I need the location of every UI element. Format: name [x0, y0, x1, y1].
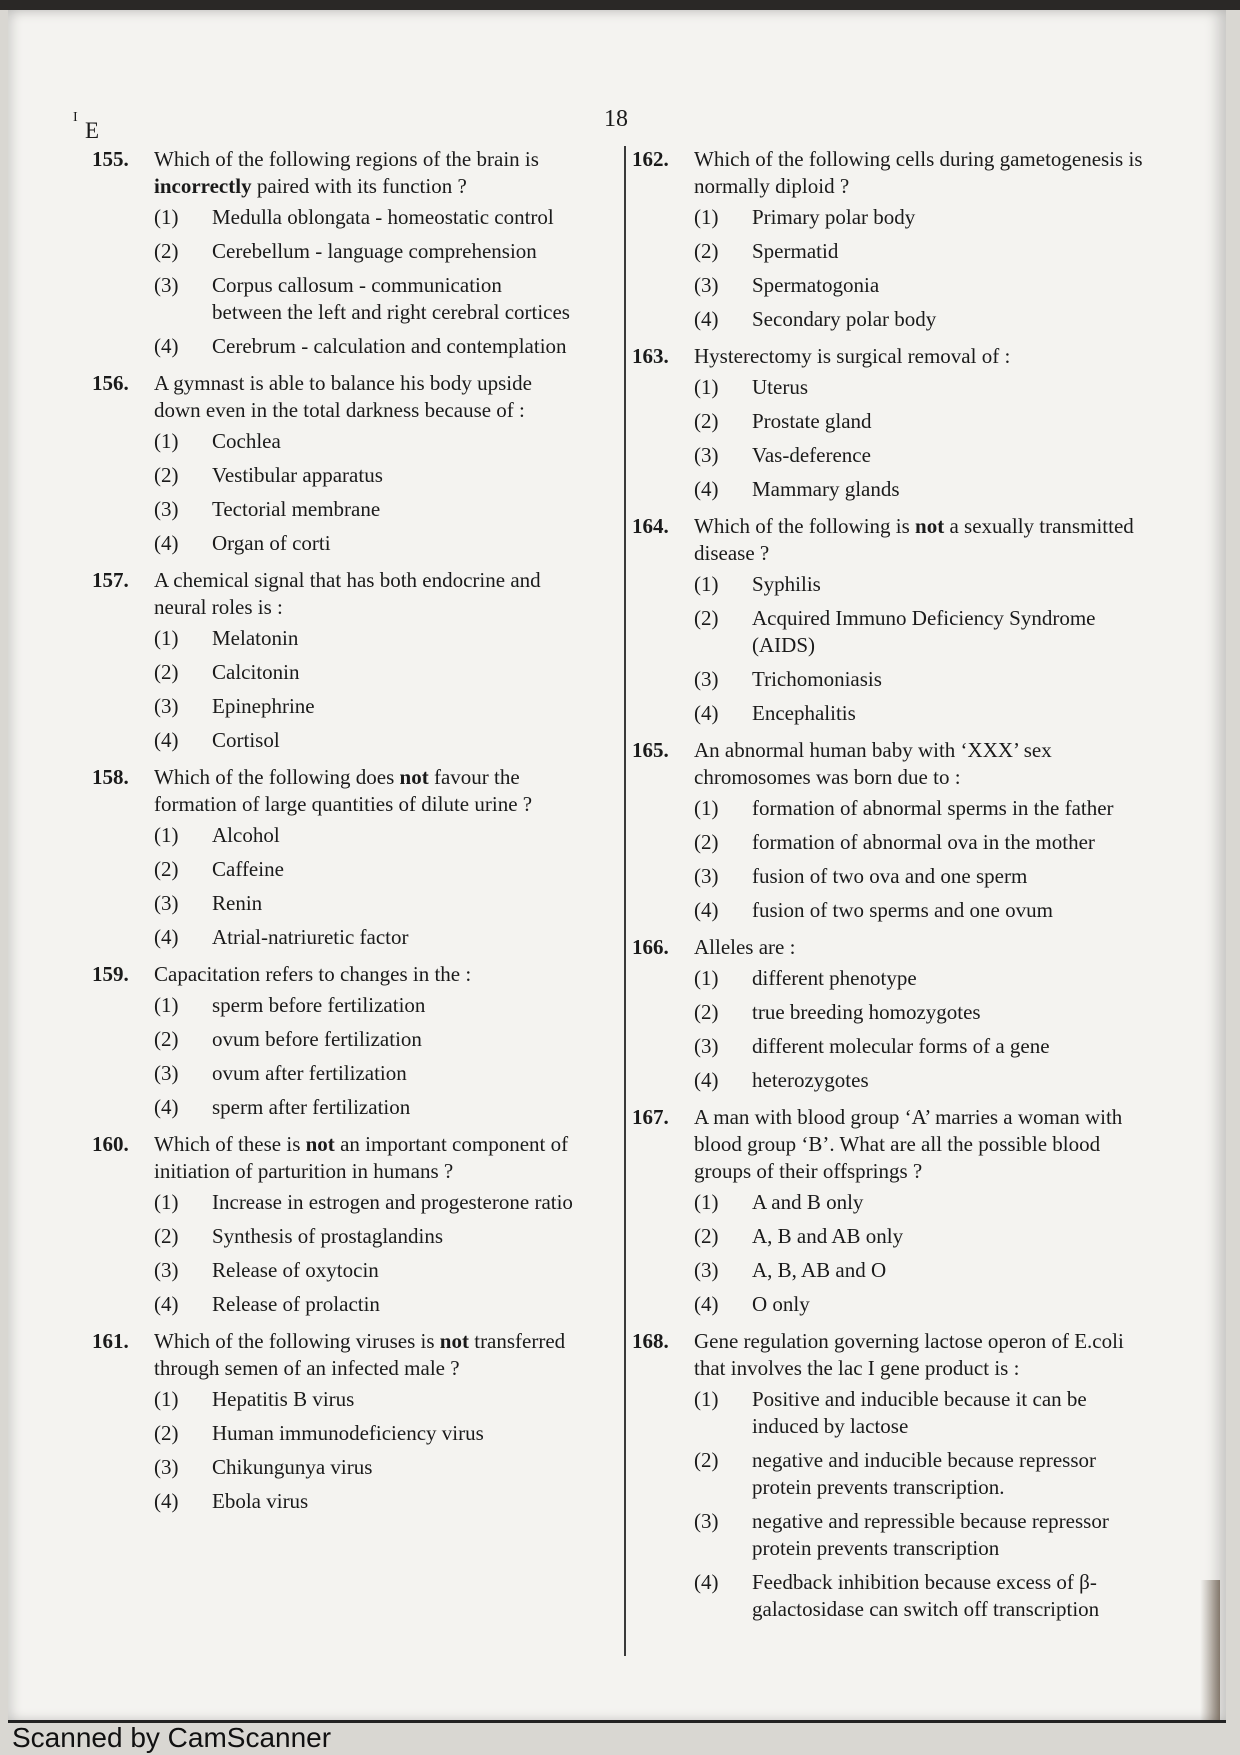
question-stem [632, 934, 1157, 961]
question-text-bold: not [399, 765, 429, 789]
option-text: fusion of two ova and one sperm [752, 864, 1028, 888]
option-text: Release of prolactin [212, 1292, 380, 1316]
option-number: (3) [154, 497, 179, 521]
question-168 [632, 1328, 1157, 1623]
option-text: Encephalitis [752, 701, 856, 725]
option-item [154, 1026, 577, 1053]
question-157 [92, 567, 577, 754]
option-item [694, 442, 1157, 469]
option-number: (4) [694, 307, 719, 331]
question-163 [632, 343, 1157, 503]
option-number: (2) [154, 857, 179, 881]
option-text: different phenotype [752, 966, 917, 990]
option-text: Syphilis [752, 572, 821, 596]
option-item [154, 659, 577, 686]
option-text: Acquired Immuno Deficiency Syndrome (AIDS) [752, 606, 1096, 657]
option-item [694, 700, 1157, 727]
question-text [154, 146, 577, 200]
option-number: (3) [154, 273, 179, 297]
option-item [694, 571, 1157, 598]
option-number: (2) [694, 1224, 719, 1248]
option-item [694, 1033, 1157, 1060]
option-number: (1) [694, 1190, 719, 1214]
option-number: (1) [154, 1190, 179, 1214]
option-number: (2) [154, 1027, 179, 1051]
option-number: (4) [694, 1068, 719, 1092]
question-text-pre: Capacitation refers to changes in the : [154, 962, 472, 986]
option-item [154, 727, 577, 754]
option-item [154, 530, 577, 557]
question-number: 157. [92, 568, 129, 592]
question-text [154, 1328, 577, 1382]
option-item [154, 1291, 577, 1318]
option-text: Chikungunya virus [212, 1455, 373, 1479]
question-text-bold: not [439, 1329, 469, 1353]
option-number: (3) [694, 667, 719, 691]
page-edge-shadow [1200, 1580, 1220, 1720]
option-text: Melatonin [212, 626, 299, 650]
option-item [694, 1447, 1157, 1501]
option-item [694, 999, 1157, 1026]
question-text-pre: Gene regulation governing lactose operon of E.coli that involves the lac I gene product is : [694, 1329, 1124, 1380]
option-number: (1) [694, 1387, 719, 1411]
option-item [694, 1569, 1157, 1623]
question-number: 162. [632, 147, 669, 171]
option-number: (1) [154, 626, 179, 650]
option-list [154, 1189, 577, 1318]
question-text [154, 370, 577, 424]
left-column [92, 146, 577, 1525]
option-number: (3) [694, 1509, 719, 1533]
question-text-pre: An abnormal human baby with ‘XXX’ sex chromosomes was born due to : [694, 738, 1052, 789]
option-item [154, 1094, 577, 1121]
question-text [694, 343, 1157, 370]
option-number: (2) [154, 1224, 179, 1248]
option-list [154, 428, 577, 557]
option-text: Atrial-natriuretic factor [212, 925, 409, 949]
option-item [694, 1257, 1157, 1284]
question-stem [632, 513, 1157, 567]
option-item [694, 666, 1157, 693]
option-item [694, 795, 1157, 822]
option-text: formation of abnormal ova in the mother [752, 830, 1095, 854]
option-text: formation of abnormal sperms in the father [752, 796, 1114, 820]
option-number: (1) [154, 205, 179, 229]
option-number: (2) [694, 830, 719, 854]
option-item [154, 1060, 577, 1087]
option-number: (4) [694, 1570, 719, 1594]
option-text: Epinephrine [212, 694, 315, 718]
option-text: Positive and inducible because it can be induced by lactose [752, 1387, 1087, 1438]
option-text: Feedback inhibition because excess of β-galactosidase can switch off transcription [752, 1570, 1100, 1621]
option-item [154, 822, 577, 849]
option-item [154, 496, 577, 523]
option-text: A, B, AB and O [752, 1258, 887, 1282]
option-text: Corpus callosum - communication between the left and right cerebral cortices [212, 273, 570, 324]
option-text: Primary polar body [752, 205, 916, 229]
question-text-pre: Which of these is [154, 1132, 306, 1156]
question-text-post: transferred through semen of an infected male ? [154, 1329, 566, 1380]
option-item [154, 693, 577, 720]
question-text [154, 567, 577, 621]
option-text: Ebola virus [212, 1489, 309, 1513]
question-text-pre: A man with blood group ‘A’ marries a woman with blood group ‘B’. What are all the possible blood groups of their offsprings ? [694, 1105, 1123, 1183]
option-number: (3) [694, 273, 719, 297]
option-number: (1) [694, 966, 719, 990]
option-number: (1) [154, 1387, 179, 1411]
question-text-post: a sexually transmitted disease ? [694, 514, 1134, 565]
question-text [694, 1104, 1157, 1185]
question-167 [632, 1104, 1157, 1318]
option-text: O only [752, 1292, 810, 1316]
option-text: Caffeine [212, 857, 284, 881]
option-number: (4) [694, 1292, 719, 1316]
option-text: Synthesis of prostaglandins [212, 1224, 443, 1248]
question-stem [632, 737, 1157, 791]
question-text-bold: incorrectly [154, 174, 252, 198]
question-text-post: paired with its function ? [251, 174, 467, 198]
option-item [694, 1223, 1157, 1250]
option-list [154, 625, 577, 754]
question-text-post: an important component of initiation of parturition in humans ? [154, 1132, 569, 1183]
question-number: 158. [92, 765, 129, 789]
question-number: 156. [92, 371, 129, 395]
question-text [154, 764, 577, 818]
corner-mark: I [73, 110, 78, 125]
option-item [154, 1420, 577, 1447]
option-number: (2) [154, 463, 179, 487]
option-text: Secondary polar body [752, 307, 937, 331]
question-stem [632, 1328, 1157, 1382]
option-number: (1) [154, 823, 179, 847]
option-item [694, 1067, 1157, 1094]
question-text [154, 961, 577, 988]
option-item [694, 306, 1157, 333]
option-number: (1) [694, 205, 719, 229]
option-text: Alcohol [212, 823, 280, 847]
option-text: Prostate gland [752, 409, 872, 433]
page-number: 18 [604, 106, 628, 132]
option-text: A, B and AB only [752, 1224, 904, 1248]
option-number: (1) [154, 993, 179, 1017]
option-item [154, 924, 577, 951]
option-text: Cerebellum - language comprehension [212, 239, 537, 263]
question-number: 159. [92, 962, 129, 986]
option-item [694, 897, 1157, 924]
option-text: Spermatogonia [752, 273, 880, 297]
option-number: (1) [154, 429, 179, 453]
option-number: (3) [694, 443, 719, 467]
option-text: Hepatitis B virus [212, 1387, 355, 1411]
option-text: Vestibular apparatus [212, 463, 383, 487]
option-number: (4) [694, 477, 719, 501]
option-list [694, 374, 1157, 503]
option-text: sperm after fertilization [212, 1095, 411, 1119]
option-list [154, 822, 577, 951]
question-159 [92, 961, 577, 1121]
question-162 [632, 146, 1157, 333]
question-text [694, 934, 1157, 961]
option-number: (3) [154, 1258, 179, 1282]
option-text: Tectorial membrane [212, 497, 381, 521]
option-number: (3) [154, 694, 179, 718]
option-item [154, 1223, 577, 1250]
option-number: (4) [154, 1095, 179, 1119]
option-text: true breeding homozygotes [752, 1000, 981, 1024]
option-number: (3) [154, 1061, 179, 1085]
option-item [694, 374, 1157, 401]
option-text: Release of oxytocin [212, 1258, 379, 1282]
option-item [694, 408, 1157, 435]
question-number: 160. [92, 1132, 129, 1156]
option-item [154, 428, 577, 455]
option-text: fusion of two sperms and one ovum [752, 898, 1053, 922]
question-161 [92, 1328, 577, 1515]
scan-top-edge [0, 0, 1240, 10]
question-text [154, 1131, 577, 1185]
question-stem [632, 1104, 1157, 1185]
option-item [154, 1488, 577, 1515]
question-text-post: favour the formation of large quantities of dilute urine ? [154, 765, 533, 816]
option-text: Cortisol [212, 728, 280, 752]
option-list [154, 992, 577, 1121]
option-number: (2) [694, 606, 719, 630]
option-number: (2) [694, 409, 719, 433]
option-text: sperm before fertilization [212, 993, 426, 1017]
question-158 [92, 764, 577, 951]
option-number: (4) [154, 1292, 179, 1316]
option-item [694, 863, 1157, 890]
option-number: (1) [694, 375, 719, 399]
option-number: (2) [154, 660, 179, 684]
question-156 [92, 370, 577, 557]
option-text: ovum before fertilization [212, 1027, 422, 1051]
option-item [694, 829, 1157, 856]
option-text: negative and repressible because repressor protein prevents transcription [752, 1509, 1109, 1560]
question-text-pre: Hysterectomy is surgical removal of : [694, 344, 1011, 368]
option-item [694, 965, 1157, 992]
option-item [694, 1189, 1157, 1216]
option-item [154, 625, 577, 652]
question-stem [92, 764, 577, 818]
option-list [154, 204, 577, 360]
option-text: Trichomoniasis [752, 667, 882, 691]
option-item [154, 272, 577, 326]
question-text [694, 146, 1157, 200]
option-number: (1) [694, 572, 719, 596]
option-number: (4) [154, 334, 179, 358]
question-text-pre: Which of the following regions of the brain is [154, 147, 539, 171]
option-text: Calcitonin [212, 660, 300, 684]
option-text: Cochlea [212, 429, 281, 453]
option-text: heterozygotes [752, 1068, 869, 1092]
option-number: (3) [154, 1455, 179, 1479]
option-number: (3) [694, 864, 719, 888]
option-item [154, 238, 577, 265]
question-number: 167. [632, 1105, 669, 1129]
question-text-bold: not [305, 1132, 335, 1156]
option-number: (2) [694, 239, 719, 263]
option-number: (4) [694, 701, 719, 725]
option-number: (2) [154, 239, 179, 263]
option-list [694, 1189, 1157, 1318]
option-text: Renin [212, 891, 263, 915]
question-text-pre: Alleles are : [694, 935, 796, 959]
question-number: 164. [632, 514, 669, 538]
option-item [154, 1189, 577, 1216]
option-number: (1) [694, 796, 719, 820]
option-item [154, 1454, 577, 1481]
option-number: (2) [154, 1421, 179, 1445]
option-item [154, 890, 577, 917]
option-item [154, 992, 577, 1019]
option-item [154, 1386, 577, 1413]
question-stem [92, 1131, 577, 1185]
option-text: Human immunodeficiency virus [212, 1421, 484, 1445]
option-number: (3) [154, 891, 179, 915]
page-set-letter [73, 110, 100, 144]
option-item [154, 333, 577, 360]
option-list [694, 571, 1157, 727]
option-item [694, 272, 1157, 299]
question-number: 165. [632, 738, 669, 762]
question-166 [632, 934, 1157, 1094]
question-number: 155. [92, 147, 129, 171]
option-number: (2) [694, 1000, 719, 1024]
option-number: (3) [694, 1258, 719, 1282]
option-item [694, 1291, 1157, 1318]
option-number: (4) [154, 1489, 179, 1513]
option-list [694, 1386, 1157, 1623]
option-text: A and B only [752, 1190, 864, 1214]
option-number: (2) [694, 1448, 719, 1472]
question-text-pre: Which of the following viruses is [154, 1329, 440, 1353]
option-number: (4) [154, 728, 179, 752]
scanner-watermark: Scanned by CamScanner [12, 1722, 332, 1753]
question-stem [632, 146, 1157, 200]
question-stem [92, 1328, 577, 1382]
option-item [694, 1508, 1157, 1562]
question-text-pre: Which of the following is [694, 514, 916, 538]
question-text [694, 1328, 1157, 1382]
option-item [154, 204, 577, 231]
option-text: Increase in estrogen and progesterone ratio [212, 1190, 573, 1214]
question-number: 166. [632, 935, 669, 959]
option-text: Uterus [752, 375, 808, 399]
option-text: Spermatid [752, 239, 839, 263]
option-text: Organ of corti [212, 531, 331, 555]
option-number: (3) [694, 1034, 719, 1058]
question-165 [632, 737, 1157, 924]
question-stem [92, 567, 577, 621]
question-number: 163. [632, 344, 669, 368]
option-number: (4) [154, 531, 179, 555]
option-text: different molecular forms of a gene [752, 1034, 1050, 1058]
column-divider [624, 146, 626, 1656]
option-item [694, 476, 1157, 503]
question-number: 161. [92, 1329, 129, 1353]
question-160 [92, 1131, 577, 1318]
option-item [694, 605, 1157, 659]
question-text [694, 513, 1157, 567]
question-text-bold: not [915, 514, 945, 538]
option-item [154, 856, 577, 883]
question-stem [632, 343, 1157, 370]
question-stem [92, 961, 577, 988]
question-164 [632, 513, 1157, 727]
option-list [694, 965, 1157, 1094]
option-item [694, 204, 1157, 231]
option-text: negative and inducible because repressor protein prevents transcription. [752, 1448, 1097, 1499]
option-item [694, 238, 1157, 265]
question-stem [92, 146, 577, 200]
question-text [694, 737, 1157, 791]
option-text: Vas-deference [752, 443, 871, 467]
question-stem [92, 370, 577, 424]
question-text-pre: Which of the following does [154, 765, 400, 789]
option-list [694, 795, 1157, 924]
question-number: 168. [632, 1329, 669, 1353]
option-text: Cerebrum - calculation and contemplation [212, 334, 567, 358]
question-text-pre: A gymnast is able to balance his body upside down even in the total darkness because of : [154, 371, 532, 422]
option-number: (4) [694, 898, 719, 922]
option-item [154, 1257, 577, 1284]
set-letter: E [85, 118, 100, 143]
option-list [694, 204, 1157, 333]
question-text-pre: Which of the following cells during gametogenesis is normally diploid ? [694, 147, 1143, 198]
option-text: ovum after fertilization [212, 1061, 407, 1085]
option-text: Medulla oblongata - homeostatic control [212, 205, 554, 229]
option-item [694, 1386, 1157, 1440]
option-text: Mammary glands [752, 477, 900, 501]
option-list [154, 1386, 577, 1515]
option-number: (4) [154, 925, 179, 949]
right-column [632, 146, 1157, 1633]
option-item [154, 462, 577, 489]
question-text-pre: A chemical signal that has both endocrine and neural roles is : [154, 568, 541, 619]
question-155 [92, 146, 577, 360]
